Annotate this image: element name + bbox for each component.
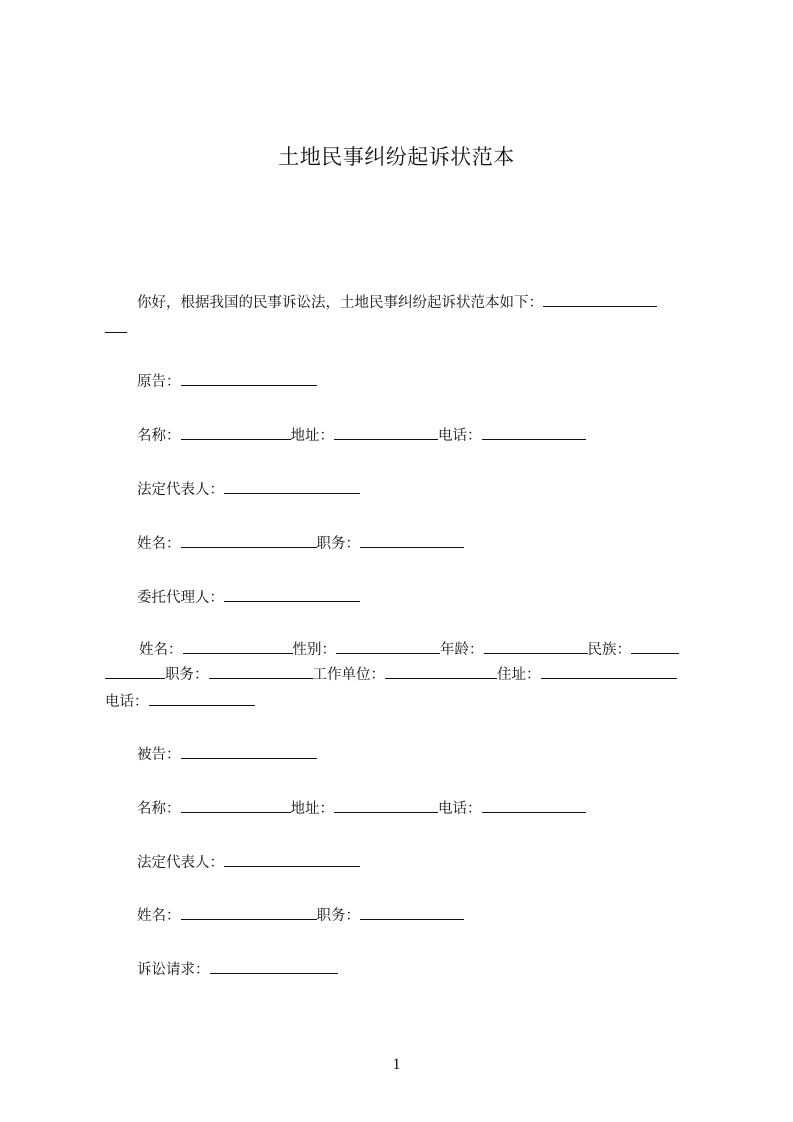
defendant-address-blank[interactable] [334,798,438,813]
plaintiff-line [137,371,317,392]
defendant-legal-rep-label: 法定代表人： [137,855,224,871]
intro-line [137,292,657,313]
intro-blank-continued[interactable] [105,318,127,333]
claims-blank[interactable] [210,959,338,974]
defendant-label: 被告： [137,747,181,763]
defendant-line [137,744,317,765]
defendant-person-name-label: 姓名： [137,908,181,924]
agent-phone-blank[interactable] [149,691,255,706]
plaintiff-phone-label: 电话： [438,428,482,444]
plaintiff-label: 原告： [137,374,181,390]
agent-details-line-3 [105,691,255,712]
defendant-blank[interactable] [181,744,317,759]
agent-residence-blank[interactable] [541,664,677,679]
agent-workplace-label: 工作单位： [312,667,385,683]
agent-details-line-1 [139,639,679,660]
agent-label: 委托代理人： [137,590,224,606]
plaintiff-legal-rep-line [137,479,360,500]
intro-text: 你好，根据我国的民事诉讼法，土地民事纠纷起诉状范本如下： [137,295,543,311]
plaintiff-person-line [137,533,464,554]
plaintiff-name-blank[interactable] [181,425,291,440]
plaintiff-name-label: 名称： [137,428,181,444]
agent-gender-blank[interactable] [336,639,440,654]
claims-line [137,959,338,980]
defendant-legal-rep-blank[interactable] [224,852,360,867]
defendant-address-label: 地址： [290,801,334,817]
defendant-phone-blank[interactable] [482,798,586,813]
agent-line [137,587,360,608]
agent-gender-label: 性别： [292,642,336,658]
intro-line-continuation [105,318,127,339]
agent-position-label: 职务： [165,667,209,683]
agent-details-line-2 [105,664,677,685]
defendant-person-line [137,905,464,926]
plaintiff-address-blank[interactable] [334,425,438,440]
defendant-position-label: 职务： [316,908,360,924]
plaintiff-phone-blank[interactable] [482,425,586,440]
agent-name-blank[interactable] [183,639,293,654]
plaintiff-position-label: 职务： [316,536,360,552]
agent-position-blank[interactable] [209,664,313,679]
defendant-name-blank[interactable] [181,798,291,813]
defendant-legal-rep-line [137,852,360,873]
defendant-contact-line [137,798,586,819]
agent-age-label: 年龄： [440,642,484,658]
defendant-name-label: 名称： [137,801,181,817]
defendant-person-name-blank[interactable] [181,905,317,920]
plaintiff-legal-rep-blank[interactable] [224,479,360,494]
plaintiff-person-name-label: 姓名： [137,536,181,552]
agent-ethnicity-blank[interactable] [631,639,679,654]
intro-blank[interactable] [543,292,657,307]
claims-label: 诉讼请求： [137,962,210,978]
plaintiff-position-blank[interactable] [360,533,464,548]
agent-phone-label: 电话： [105,694,149,710]
plaintiff-contact-line [137,425,586,446]
plaintiff-legal-rep-label: 法定代表人： [137,482,224,498]
agent-residence-label: 住址： [497,667,541,683]
defendant-position-blank[interactable] [360,905,464,920]
document-title: 土地民事纠纷起诉状范本 [278,145,515,169]
defendant-phone-label: 电话： [438,801,482,817]
agent-age-blank[interactable] [484,639,588,654]
plaintiff-blank[interactable] [181,371,317,386]
plaintiff-person-name-blank[interactable] [181,533,317,548]
agent-blank[interactable] [224,587,360,602]
agent-ethnicity-blank-continued[interactable] [105,664,165,679]
page-number: 1 [392,1056,401,1073]
agent-ethnicity-label: 民族： [587,642,631,658]
plaintiff-address-label: 地址： [290,428,334,444]
agent-name-label: 姓名： [139,642,183,658]
agent-workplace-blank[interactable] [385,664,497,679]
